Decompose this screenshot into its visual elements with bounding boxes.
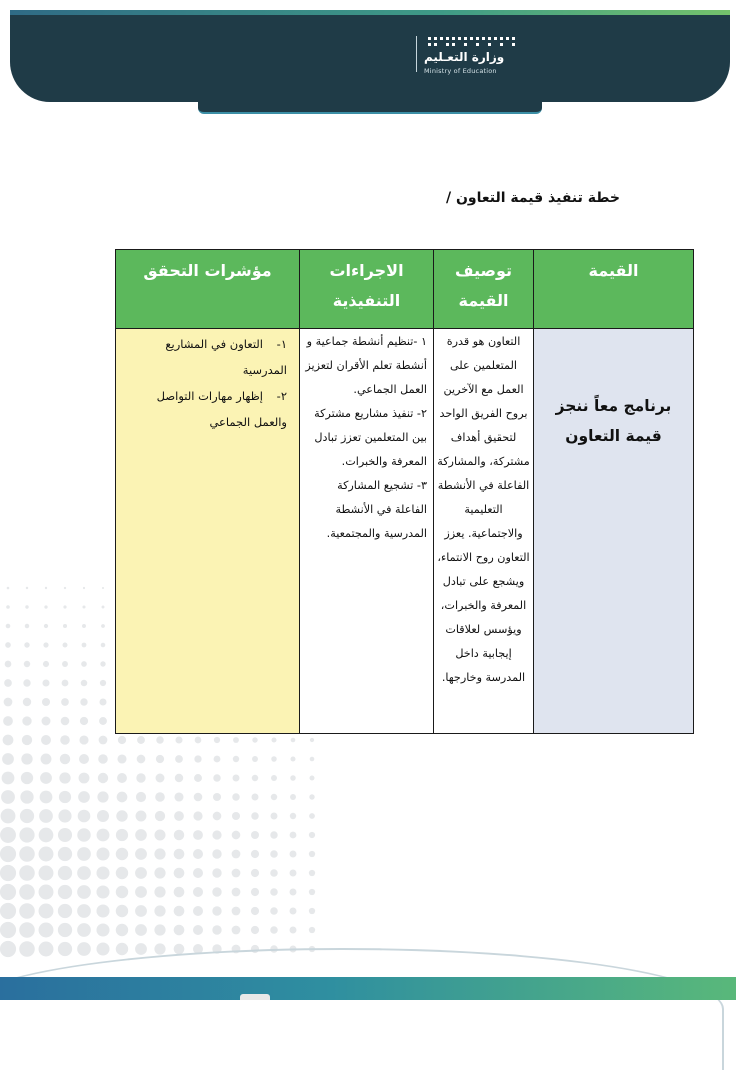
- background-dot: [96, 885, 109, 898]
- background-dot: [309, 889, 315, 895]
- background-dot: [251, 907, 259, 915]
- background-dot: [39, 866, 54, 881]
- background-dot: [232, 888, 241, 897]
- background-dot: [4, 679, 12, 687]
- background-dot: [155, 811, 165, 821]
- background-dot: [61, 698, 69, 706]
- background-dot: [232, 907, 241, 916]
- background-dot: [77, 942, 91, 956]
- background-dot: [233, 756, 239, 762]
- background-dot: [174, 868, 185, 879]
- background-dot: [232, 869, 241, 878]
- background-dot: [6, 605, 10, 609]
- background-dot: [214, 756, 221, 763]
- background-dot: [96, 923, 109, 936]
- background-dot: [212, 925, 221, 934]
- background-dot: [154, 867, 165, 878]
- background-dot: [63, 624, 67, 628]
- background-dot: [60, 735, 70, 745]
- indicators-cell: [116, 329, 300, 734]
- background-dot: [42, 698, 50, 706]
- background-dot: [41, 754, 52, 765]
- background-dot: [7, 587, 10, 590]
- background-dot: [290, 832, 297, 839]
- footer-mark: [240, 994, 270, 1000]
- procedure-item: ١ -تنظيم أنشطة جماعية و أنشطة تعلم الأقران لتعزيز العمل الجماعي.: [305, 335, 427, 396]
- background-dot: [58, 885, 72, 899]
- background-dot: [23, 698, 31, 706]
- background-dot: [100, 661, 105, 666]
- background-dot: [0, 827, 16, 843]
- background-dot: [251, 812, 259, 820]
- background-dot: [232, 831, 241, 840]
- background-dot: [39, 904, 54, 919]
- background-dot: [43, 642, 48, 647]
- background-dot: [78, 791, 90, 803]
- background-dot: [58, 828, 72, 842]
- background-dot: [0, 846, 16, 862]
- background-dot: [252, 737, 257, 742]
- background-dot: [39, 923, 54, 938]
- background-dot: [19, 827, 34, 842]
- background-dot: [156, 774, 165, 783]
- background-dot: [291, 738, 296, 743]
- table-row: [116, 329, 694, 734]
- background-dot: [193, 925, 203, 935]
- plan-title: خطة تنفيذ قيمة التعاون /: [445, 190, 620, 206]
- background-dot: [175, 755, 183, 763]
- indicator-number: ٢-: [276, 389, 287, 403]
- background-dot: [154, 924, 165, 935]
- background-dot: [58, 847, 72, 861]
- background-dot: [252, 775, 258, 781]
- background-dot: [77, 923, 91, 937]
- background-dot: [271, 813, 278, 820]
- background-dot: [193, 887, 203, 897]
- background-dot: [116, 924, 128, 936]
- background-dot: [116, 829, 128, 841]
- background-dot: [174, 925, 185, 936]
- background-dot: [99, 698, 106, 705]
- background-dot: [290, 870, 297, 877]
- value-cell: [534, 329, 694, 734]
- background-dot: [309, 851, 315, 857]
- background-dot: [290, 756, 295, 761]
- background-dot: [118, 736, 126, 744]
- background-dot: [117, 754, 126, 763]
- background-dot: [135, 924, 147, 936]
- background-dot: [5, 661, 12, 668]
- background-dot: [309, 832, 315, 838]
- background-dot: [252, 794, 259, 801]
- background-dot: [44, 605, 47, 608]
- background-dot: [77, 866, 91, 880]
- logo-divider: [416, 36, 417, 72]
- background-dot: [21, 772, 33, 784]
- background-dot: [61, 717, 70, 726]
- background-dot: [193, 868, 203, 878]
- background-dot: [5, 642, 11, 648]
- background-dot: [79, 735, 88, 744]
- procedure-item: ٢- تنفيذ مشاريع مشتركة بين المتعلمين تعزز تبادل المعرفة والخبرات.: [314, 407, 427, 468]
- background-dot: [117, 792, 128, 803]
- background-dot: [81, 661, 87, 667]
- background-dot: [19, 941, 35, 957]
- table-header-row: [116, 250, 694, 329]
- indicator-text: التعاون في المشاريع المدرسية: [165, 337, 287, 377]
- footer-arc: [0, 948, 724, 1070]
- background-dot: [135, 829, 147, 841]
- background-dot: [24, 661, 30, 667]
- background-dot: [251, 888, 259, 896]
- background-dot: [1, 790, 15, 804]
- background-dot: [194, 774, 202, 782]
- background-dot: [41, 735, 51, 745]
- background-dot: [63, 605, 66, 608]
- background-dot: [101, 624, 105, 628]
- background-dot: [290, 927, 297, 934]
- background-dot: [290, 775, 296, 781]
- logo-arabic-text: وزارة التعـليم: [424, 50, 505, 64]
- background-dot: [251, 869, 259, 877]
- background-dot: [96, 847, 109, 860]
- header-procedures: الاجراءات التنفيذية: [300, 250, 434, 329]
- background-dot: [64, 587, 66, 589]
- background-dot: [63, 643, 68, 648]
- background-dot: [20, 809, 34, 823]
- background-dot: [22, 716, 31, 725]
- background-dot: [77, 885, 91, 899]
- background-dot: [39, 885, 54, 900]
- background-dot: [59, 791, 71, 803]
- background-dot: [2, 753, 14, 765]
- background-dot: [44, 624, 48, 628]
- background-dot: [154, 905, 165, 916]
- background-dot: [271, 756, 277, 762]
- background-dot: [83, 587, 85, 589]
- background-dot: [309, 794, 314, 799]
- background-dot: [174, 792, 183, 801]
- background-dot: [81, 680, 88, 687]
- background-dot: [290, 813, 296, 819]
- procedures-text: [300, 329, 433, 546]
- background-dot: [174, 849, 185, 860]
- background-dot: [232, 793, 240, 801]
- background-dot: [270, 850, 278, 858]
- background-dot: [309, 775, 314, 780]
- background-dot: [193, 906, 203, 916]
- background-dot: [137, 755, 146, 764]
- background-dot: [79, 754, 89, 764]
- background-dot: [24, 642, 29, 647]
- background-dot: [80, 717, 88, 725]
- header-tab: [198, 86, 542, 114]
- background-dot: [82, 624, 86, 628]
- background-dot: [116, 867, 128, 879]
- indicator-item: [120, 383, 287, 435]
- background-dot: [156, 755, 164, 763]
- background-dot: [309, 927, 315, 933]
- background-dot: [98, 773, 108, 783]
- background-dot: [135, 905, 147, 917]
- background-dot: [62, 680, 69, 687]
- background-dot: [80, 698, 87, 705]
- background-dot: [233, 775, 240, 782]
- background-dot: [58, 809, 71, 822]
- background-dot: [251, 926, 259, 934]
- background-dot: [270, 926, 278, 934]
- background-dot: [116, 905, 128, 917]
- background-dot: [310, 757, 315, 762]
- background-dot: [102, 606, 105, 609]
- background-dot: [22, 735, 32, 745]
- background-dot: [116, 886, 128, 898]
- background-dot: [77, 847, 91, 861]
- background-dot: [19, 865, 35, 881]
- background-dot: [193, 830, 203, 840]
- background-dot: [59, 772, 70, 783]
- background-dot: [3, 735, 14, 746]
- background-dot: [99, 736, 108, 745]
- background-dot: [252, 756, 258, 762]
- background-dot: [174, 887, 185, 898]
- background-dot: [42, 717, 51, 726]
- background-dot: [135, 848, 147, 860]
- background-dot: [137, 736, 145, 744]
- background-dot: [214, 737, 220, 743]
- description-text: التعاون هو قدرة المتعلمين على العمل مع الآخرين بروح الفريق الواحد لتحقيق أهداف مشتركة، والمشاركة الفاعلة في الأنشطة التعليمية والاجتماعية. يعزز التعاون روح الانتماء، ويشجع على تبادل المعرفة والخبرات، ويؤسس لعلاقات إيجابية داخل المدرسة وخارجها.: [437, 335, 530, 684]
- background-dot: [116, 810, 127, 821]
- background-dot: [212, 868, 221, 877]
- background-dot: [77, 904, 91, 918]
- description-cell: [434, 329, 534, 734]
- background-dot: [60, 754, 70, 764]
- background-dot: [136, 811, 147, 822]
- background-dot: [1, 809, 16, 824]
- background-dot: [270, 907, 278, 915]
- logo-dots-icon: [426, 36, 516, 50]
- background-dot: [2, 772, 15, 785]
- background-dot: [23, 679, 30, 686]
- background-dot: [154, 848, 165, 859]
- background-dot: [116, 848, 128, 860]
- background-dot: [39, 828, 54, 843]
- background-dot: [174, 811, 184, 821]
- background-dot: [40, 772, 52, 784]
- background-dot: [45, 587, 47, 589]
- background-dot: [213, 812, 222, 821]
- background-dot: [58, 942, 72, 956]
- background-dot: [0, 884, 16, 900]
- background-dot: [290, 889, 297, 896]
- indicator-text: إظهار مهارات التواصل والعمل الجماعي: [156, 389, 287, 429]
- background-dot: [25, 605, 28, 608]
- background-dot: [251, 850, 259, 858]
- background-dot: [271, 775, 277, 781]
- background-dot: [174, 830, 184, 840]
- background-dot: [97, 791, 108, 802]
- procedures-cell: [300, 329, 434, 734]
- procedure-item: ٣- تشجيع المشاركة الفاعلة في الأنشطة المدرسية والمجتمعية.: [326, 479, 427, 540]
- background-dot: [175, 736, 182, 743]
- background-dot: [0, 903, 16, 919]
- background-dot: [212, 887, 221, 896]
- background-dot: [193, 811, 202, 820]
- indicators-list: [116, 329, 299, 435]
- background-dot: [101, 643, 106, 648]
- background-dot: [97, 829, 110, 842]
- background-dot: [102, 587, 104, 589]
- footer-bar: [0, 977, 736, 1000]
- background-dot: [78, 810, 91, 823]
- background-dot: [136, 773, 145, 782]
- background-dot: [271, 737, 276, 742]
- background-dot: [271, 794, 277, 800]
- background-dot: [290, 908, 297, 915]
- background-dot: [212, 849, 221, 858]
- background-dot: [116, 943, 128, 955]
- background-dot: [233, 737, 239, 743]
- value-name: برنامج معاً ننجز قيمة التعاون: [555, 397, 672, 445]
- background-dot: [135, 886, 147, 898]
- background-dot: [194, 755, 201, 762]
- background-dot: [99, 717, 107, 725]
- background-dot: [195, 737, 202, 744]
- header-description: توصيف القيمة: [434, 250, 534, 329]
- background-dot: [290, 794, 296, 800]
- indicator-number: ١-: [276, 337, 287, 351]
- background-dot: [19, 922, 35, 938]
- background-dot: [100, 680, 106, 686]
- background-dot: [136, 792, 146, 802]
- background-dot: [270, 831, 277, 838]
- background-dot: [117, 773, 127, 783]
- logo-english-text: Ministry of Education: [424, 67, 497, 75]
- background-dot: [82, 643, 87, 648]
- background-dot: [96, 942, 109, 955]
- background-dot: [39, 847, 54, 862]
- background-dot: [62, 661, 68, 667]
- background-dot: [96, 904, 109, 917]
- background-dot: [40, 791, 53, 804]
- background-dot: [3, 716, 13, 726]
- background-dot: [19, 884, 35, 900]
- background-dot: [213, 774, 220, 781]
- background-dot: [290, 851, 297, 858]
- header-accent-line: [10, 10, 730, 15]
- background-dot: [232, 926, 241, 935]
- plan-table: [115, 249, 694, 734]
- background-dot: [20, 790, 33, 803]
- indicator-item: [120, 331, 287, 383]
- background-dot: [309, 870, 315, 876]
- background-dot: [154, 943, 165, 954]
- header-indicators: مؤشرات التحقق: [116, 250, 300, 329]
- background-dot: [232, 812, 240, 820]
- background-dot: [309, 908, 315, 914]
- background-dot: [97, 810, 109, 822]
- background-dot: [175, 774, 183, 782]
- background-dot: [270, 888, 278, 896]
- background-dot: [154, 886, 165, 897]
- background-dot: [39, 809, 53, 823]
- background-dot: [155, 792, 165, 802]
- background-dot: [154, 829, 165, 840]
- background-dot: [39, 942, 54, 957]
- background-dot: [156, 736, 163, 743]
- background-dot: [82, 605, 85, 608]
- background-dot: [4, 698, 13, 707]
- background-dot: [42, 679, 49, 686]
- background-dot: [251, 831, 259, 839]
- background-dot: [58, 866, 72, 880]
- background-dot: [77, 828, 90, 841]
- background-dot: [194, 793, 203, 802]
- background-dot: [79, 773, 90, 784]
- background-dot: [213, 793, 221, 801]
- background-dot: [6, 624, 11, 629]
- background-dot: [25, 624, 29, 628]
- background-dot: [0, 922, 16, 938]
- background-dot: [26, 587, 28, 589]
- background-dot: [21, 753, 32, 764]
- header-value: القيمة: [534, 250, 694, 329]
- background-dot: [98, 754, 108, 764]
- background-dot: [43, 661, 49, 667]
- background-dot: [19, 846, 35, 862]
- background-dot: [193, 849, 203, 859]
- background-dot: [58, 923, 72, 937]
- ministry-logo: [416, 34, 526, 78]
- background-dot: [19, 903, 35, 919]
- background-dot: [310, 738, 314, 742]
- background-dot: [0, 941, 16, 957]
- background-dot: [270, 869, 278, 877]
- background-dot: [96, 866, 109, 879]
- background-dot: [212, 830, 221, 839]
- background-dot: [212, 906, 221, 915]
- background-dot: [232, 850, 241, 859]
- background-dot: [0, 865, 16, 881]
- background-dot: [58, 904, 72, 918]
- background-dot: [174, 906, 185, 917]
- background-dot: [135, 867, 147, 879]
- background-dot: [309, 813, 315, 819]
- background-dot: [135, 943, 147, 955]
